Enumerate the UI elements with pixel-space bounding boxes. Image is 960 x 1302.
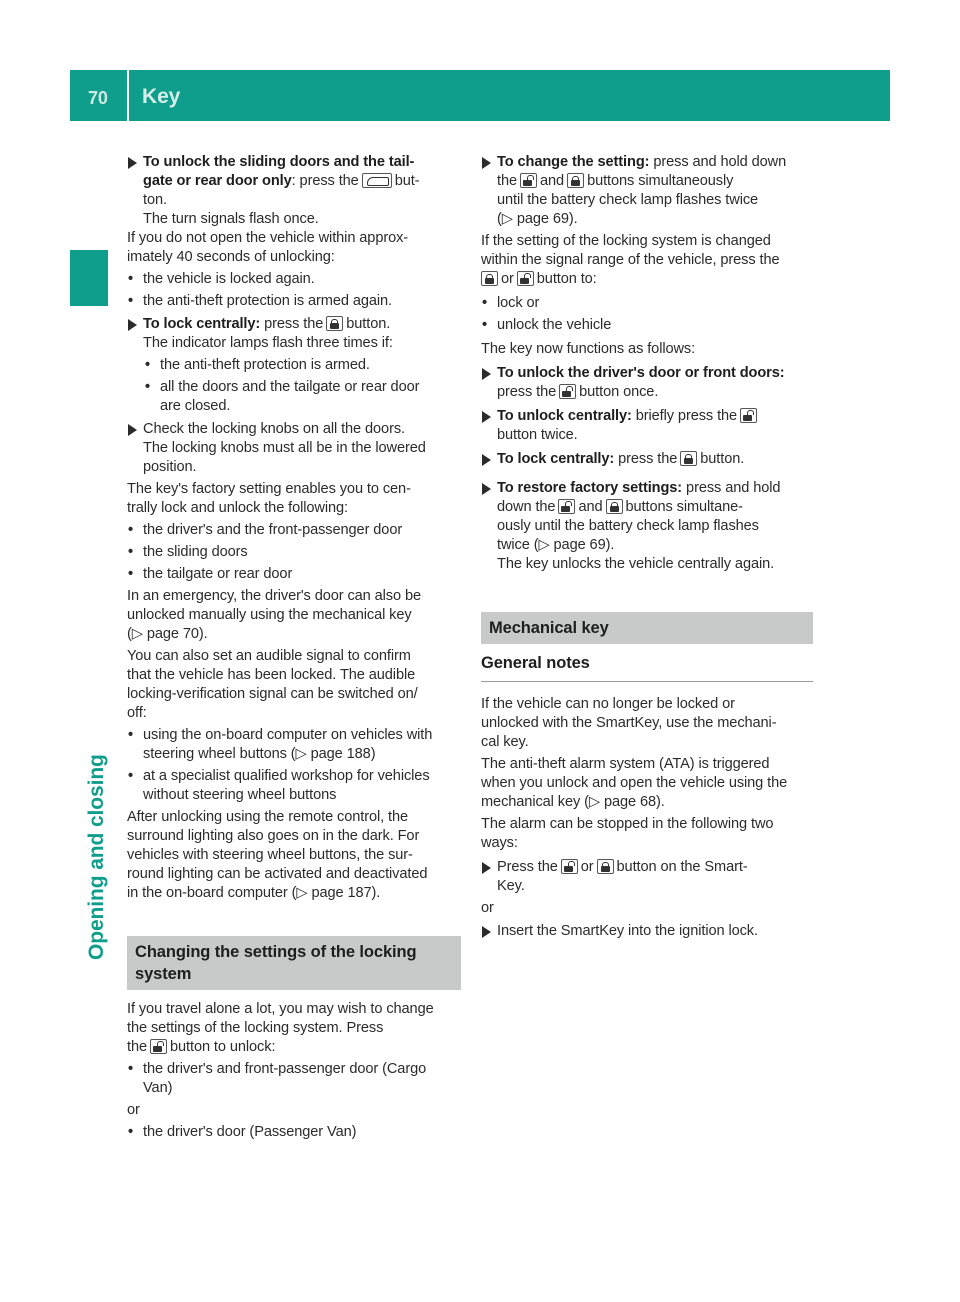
action-item: To lock centrally: press the button. xyxy=(481,450,813,469)
paragraph: The key now functions as follows: xyxy=(481,341,696,357)
paragraph: If you travel alone a lot, you may wish to change the settings of the locking system. Press the button to unlock: xyxy=(127,1001,434,1055)
paragraph: The alarm can be stopped in the following two ways: xyxy=(481,816,774,851)
left-column xyxy=(127,153,461,1142)
list-item: • the anti-theft protection is armed again. xyxy=(127,292,461,311)
paragraph: If you do not open the vehicle within approx- imately 40 seconds of unlocking: xyxy=(127,230,409,265)
list-item: • the driver's door (Passenger Van) xyxy=(127,1123,461,1142)
section-heading: Mechanical key xyxy=(481,612,813,644)
section-heading: Changing the settings of the locking system xyxy=(127,936,461,990)
unlock-icon xyxy=(559,384,576,399)
right-column xyxy=(481,153,813,941)
paragraph: If the vehicle can no longer be locked or unlocked with the SmartKey, use the mechani- cal key. xyxy=(481,696,777,750)
unlock-icon xyxy=(150,1039,167,1054)
paragraph: If the setting of the locking system is changed within the signal range of the vehicle, press the or button to: xyxy=(481,233,780,287)
section-tab-block xyxy=(70,250,108,306)
lock-icon xyxy=(606,499,623,514)
paragraph: In an emergency, the driver's door can also be unlocked manually using the mechanical key (▷ page 70). xyxy=(127,588,422,642)
header-divider xyxy=(127,70,129,121)
paragraph: The key's factory setting enables you to cen- trally lock and unlock the following: xyxy=(127,481,411,516)
paragraph: You can also set an audible signal to confirm that the vehicle has been locked. The audible locking-verification signal can be switched on/ off: xyxy=(127,648,418,721)
section-label: Opening and closing xyxy=(85,754,108,960)
list-item: • unlock the vehicle xyxy=(481,316,813,335)
list-item: • at a specialist qualified workshop for vehicles without steering wheel buttons xyxy=(127,767,461,805)
action-item: To lock centrally: press the button. The indicator lamps flash three times if: xyxy=(127,315,461,353)
page-title: Key xyxy=(142,85,181,108)
lock-icon xyxy=(680,451,697,466)
list-item: • the vehicle is locked again. xyxy=(127,270,461,289)
lock-icon xyxy=(481,271,498,286)
list-item: • using the on-board computer on vehicles with steering wheel buttons (▷ page 188) xyxy=(127,726,461,764)
list-item: • all the doors and the tailgate or rear door are closed. xyxy=(127,378,461,416)
list-item: • lock or xyxy=(481,294,813,313)
lock-icon xyxy=(597,859,614,874)
action-item: Insert the SmartKey into the ignition lock. xyxy=(481,922,813,941)
action-item: To unlock the sliding doors and the tail- gate or rear door only: press the but- ton. The turn signals flash once. xyxy=(127,153,461,229)
sliding-door-icon xyxy=(362,173,392,188)
action-item: To unlock centrally: briefly press the button twice. xyxy=(481,407,813,445)
paragraph: After unlocking using the remote control, the surround lighting also goes on in the dark. For vehicles with steering wheel buttons, the sur- round lighting can be activated and deactivated in the on-board computer (▷ page 187). xyxy=(127,809,428,901)
unlock-icon xyxy=(561,859,578,874)
action-item: To restore factory settings: press and hold down the and buttons simultane- ously until the battery check lamp flashes twice (▷ page 69). The key unlocks the vehicle centrally again. xyxy=(481,479,813,574)
paragraph: The anti-theft alarm system (ATA) is triggered when you unlock and open the vehicle using the mechanical key (▷ page 68). xyxy=(481,756,788,810)
list-item: • the driver's and the front-passenger door xyxy=(127,521,461,540)
lock-icon xyxy=(326,316,343,331)
list-item: • the anti-theft protection is armed. xyxy=(127,356,461,375)
paragraph: or xyxy=(127,1102,140,1118)
lock-icon xyxy=(567,173,584,188)
paragraph: or xyxy=(481,900,494,916)
subsection-heading: General notes xyxy=(481,654,813,682)
action-item: To unlock the driver's door or front doors: press the button once. xyxy=(481,364,813,402)
list-item: • the driver's and front-passenger door (Cargo Van) xyxy=(127,1060,461,1098)
action-item: Press the or button on the Smart- Key. xyxy=(481,858,813,896)
page-number: 70 xyxy=(88,88,108,108)
list-item: • the sliding doors xyxy=(127,543,461,562)
action-item: Check the locking knobs on all the doors. The locking knobs must all be in the lowered position. xyxy=(127,420,461,477)
list-item: • the tailgate or rear door xyxy=(127,565,461,584)
page-header xyxy=(70,70,890,121)
unlock-icon xyxy=(517,271,534,286)
unlock-icon xyxy=(740,408,757,423)
unlock-icon xyxy=(558,499,575,514)
unlock-icon xyxy=(520,173,537,188)
action-item: To change the setting: press and hold down the and buttons simultaneously until the battery check lamp flashes twice (▷ page 69). xyxy=(481,153,813,229)
